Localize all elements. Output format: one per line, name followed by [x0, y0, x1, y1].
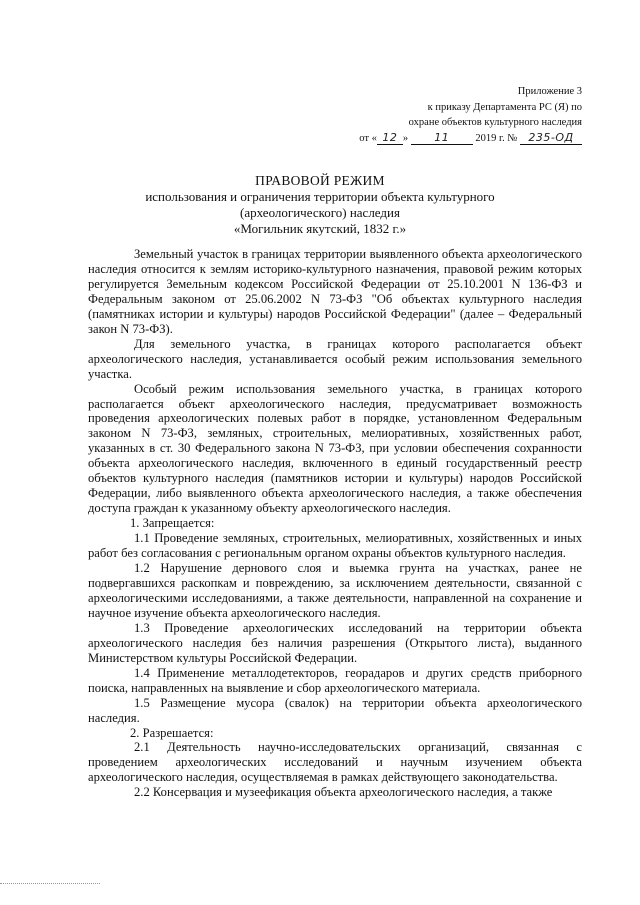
- document-title: ПРАВОВОЙ РЕЖИМ: [255, 173, 385, 188]
- title-line-1: использования и ограничения территории объекта культурного: [145, 189, 495, 204]
- scan-footer-mark: [0, 883, 100, 884]
- paragraph-regime-details: Особый режим использования земельного участка, в границах которого располагается объект археологического наследия, предусматривает возможность проведения археологических полевых работ в порядке, установленном Федеральным законом N 73-ФЗ, земляных, строительных, мелиоративных, хозяйственных работ, указанных в ст. 30 Федерального закона N 73-ФЗ, при условии обеспечения сохранности объекта археологического наследия, включенного в единый государственный реестр объектов культурного наследия (памятников истории и культуры) народов Российской Федерации, либо выявленного объекта археологического наследия, а также обеспечения доступа граждан к указанному объекту археологического наследия.: [88, 381, 582, 516]
- clause-1-5: 1.5 Размещение мусора (свалок) на территории объекта археологического наследия.: [88, 695, 582, 725]
- date-month: 11: [411, 132, 473, 145]
- clause-1-2: 1.2 Нарушение дернового слоя и выемка грунта на участках, ранее не подвергавшихся раскопкам и повреждению, за исключением деятельности, связанной с археологическими исследованиями, а также деятельности, направленной на сохранение и научное изучение объекта археологического наследия.: [88, 561, 582, 620]
- paragraph-land-category: Земельный участок в границах территории выявленного объекта археологического наследия относится к землям историко-культурного назначения, правовой режим которых регулируется Земельным кодексом Российской Федерации от 25.10.2001 N 136-ФЗ и Федеральным законом от 25.06.2002 N 73-ФЗ "Об объектах культурного наследия (памятниках истории и культуры) народов Российской Федерации" (далее – Федеральный закон N 73-ФЗ).: [88, 247, 582, 336]
- document-body: [88, 247, 582, 800]
- date-mid: »: [402, 132, 409, 144]
- date-prefix: от «: [359, 132, 377, 144]
- section-prohibited-heading: 1. Запрещается:: [130, 516, 215, 531]
- clause-1-4: 1.4 Применение металлодетекторов, георадаров и других средств приборного поиска, направленных на выявление и сбор археологического материала.: [88, 665, 582, 695]
- title-line-3: «Могильник якутский, 1832 г.»: [233, 221, 407, 236]
- clause-2-2: 2.2 Консервация и музеефикация объекта археологического наследия, а также: [134, 785, 553, 800]
- paragraph-special-regime: Для земельного участка, в границах которого располагается объект археологического наследия, устанавливается особый режим использования земельного участка.: [88, 336, 582, 381]
- clause-1-3: 1.3 Проведение археологических исследований на территории объекта археологического наследия без наличия разрешения (Открытого листа), выданного Министерством культуры Российской Федерации.: [88, 620, 582, 665]
- title-line-2: (археологического) наследия: [240, 205, 400, 220]
- appendix-date-line: [322, 131, 582, 147]
- appendix-department: охране объектов культурного наследия: [408, 117, 582, 128]
- clause-2-1: 2.1 Деятельность научно-исследовательских организаций, связанная с проведением археологических исследований и научным изучением объекта археологического наследия, осуществляемая в рамках действующего законодательства.: [88, 740, 582, 785]
- date-year: 2019 г. №: [475, 132, 518, 144]
- date-day: 12: [377, 132, 403, 145]
- appendix-number: Приложение 3: [517, 86, 582, 97]
- appendix-order-ref: к приказу Департамента РС (Я) по: [427, 101, 582, 113]
- section-allowed-heading: 2. Разрешается:: [130, 725, 214, 740]
- order-number: 235-ОД: [520, 132, 582, 145]
- clause-1-1: 1.1 Проведение земляных, строительных, мелиоративных, хозяйственных и иных работ без согласования с региональным органом охраны объектов культурного наследия.: [88, 531, 582, 561]
- appendix-header: [322, 84, 582, 146]
